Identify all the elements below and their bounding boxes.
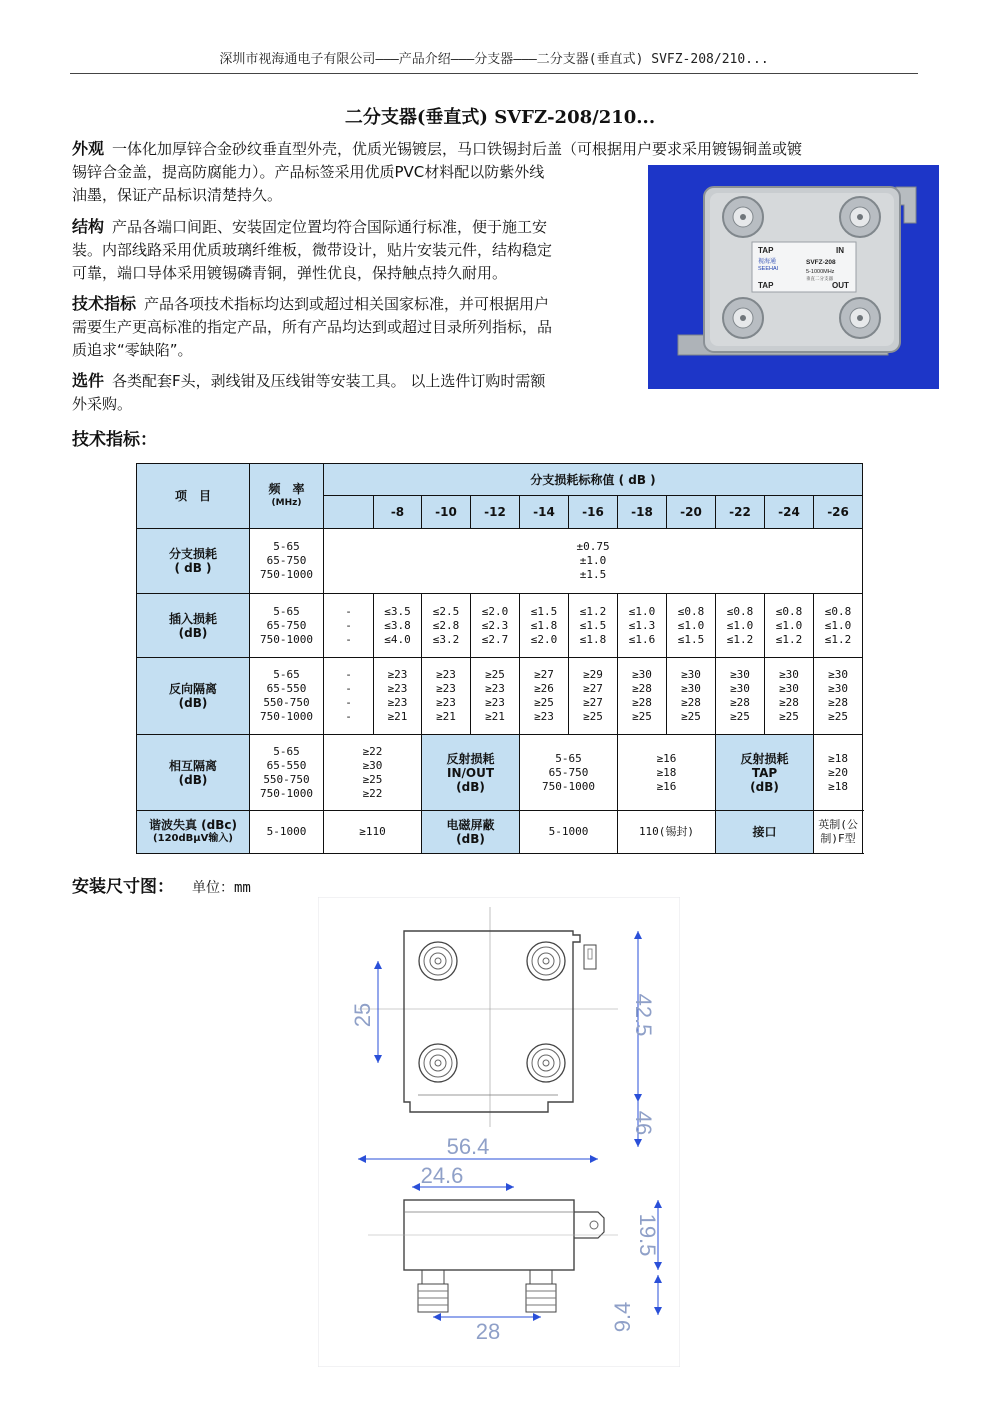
photo-label-tap-2: TAP [758, 281, 774, 290]
reverse-isolation-col [374, 658, 422, 735]
freq-cell: 750-1000 [542, 779, 595, 793]
return-loss-tap-values [814, 735, 863, 811]
value-cell: ≥23 [436, 668, 456, 681]
reverse-isolation-freqs [250, 658, 324, 735]
reverse-isolation-col [569, 658, 618, 735]
group-header: 分支损耗标称值 ( dB ) [324, 464, 863, 496]
value-cell: ≤2.7 [481, 632, 509, 646]
value-cell: ≥30 [779, 682, 799, 695]
insertion-loss-col [667, 594, 716, 658]
insertion-loss-unit: (dB) [178, 625, 208, 640]
structure-paragraph [72, 215, 637, 285]
insertion-loss-col [618, 594, 667, 658]
appearance-line-1: 一体化加厚锌合金砂纹垂直型外壳，优质光锡镀层，马口铁锡封后盖（可根据用户要求采用镀锡铜盖或镀 [112, 140, 803, 158]
photo-label-brand: 视海通 [758, 258, 777, 265]
value-cell: ≤0.8 [677, 604, 705, 618]
value-cell: ≥28 [779, 696, 799, 709]
value-cell: ≤1.0 [726, 618, 754, 632]
value-cell: ≥25 [485, 668, 505, 681]
col-header: -22 [716, 496, 765, 529]
value-cell: ≤1.2 [775, 632, 803, 646]
value-cell: ≥30 [681, 668, 701, 681]
value-cell: ≥23 [485, 696, 505, 709]
dim-19-5: 19.5 [635, 1213, 660, 1257]
dim-46: 46 [631, 1110, 656, 1136]
freq-cell: 65-550 [266, 758, 307, 772]
value-cell: ≥28 [828, 696, 848, 709]
value-cell: ≥22 [362, 786, 383, 800]
col-header: -26 [814, 496, 863, 529]
value-cell: ≤3.5 [384, 604, 411, 618]
freq-cell: 5-65 [273, 540, 300, 553]
photo-label-tap-1: TAP [758, 246, 774, 255]
install-title: 安装尺寸图： [72, 877, 174, 897]
freq-cell: 750-1000 [260, 568, 313, 581]
reverse-isolation-col [765, 658, 814, 735]
dimension-drawing [318, 897, 680, 1367]
value-cell: ≤1.0 [824, 618, 852, 632]
splitter-illustration [648, 165, 939, 389]
mutual-isolation-unit: (dB) [178, 772, 208, 787]
value-cell: ≥23 [436, 696, 456, 709]
tap-loss-freqs [250, 529, 324, 594]
reverse-isolation-col [520, 658, 569, 735]
value-cell: - [345, 604, 352, 618]
value-cell: ≤1.2 [579, 604, 607, 618]
value-cell: ≥25 [730, 710, 750, 723]
freq-header-unit: (MHz) [271, 498, 302, 508]
value-cell: ≤1.3 [628, 618, 656, 632]
port-header: 接口 [716, 811, 814, 854]
value-cell: ≤1.5 [530, 604, 558, 618]
reverse-isolation-col [422, 658, 471, 735]
port-bottom-right [840, 298, 880, 338]
value-cell: ≥23 [436, 682, 456, 695]
insertion-loss-col [374, 594, 422, 658]
dim-28: 28 [475, 1319, 501, 1344]
tap-loss-values [324, 529, 863, 594]
insertion-loss-col [765, 594, 814, 658]
mutual-isolation-values [324, 735, 422, 811]
value-cell: ≤2.3 [481, 618, 509, 632]
freq-cell: 65-750 [548, 765, 589, 779]
value-cell: ≥28 [632, 696, 652, 709]
dim-25: 25 [350, 1002, 375, 1028]
photo-label-freq: 5-1000MHz [806, 269, 835, 275]
insertion-loss-col [520, 594, 569, 658]
value-cell: ≤0.8 [775, 604, 803, 618]
reverse-isolation-col [814, 658, 863, 735]
port-bottom-left [723, 298, 763, 338]
freq-cell: 5-65 [273, 668, 300, 681]
tech-line-2: 需要生产更高标准的指定产品，所有产品均达到或超过目录所列指标，品 [72, 318, 553, 336]
freq-cell: 750-1000 [260, 710, 313, 723]
insertion-loss-label: 插入损耗 [168, 611, 217, 626]
spec-section-title: 技术指标： [72, 430, 157, 450]
value-cell: ≥23 [485, 682, 505, 695]
shield-freq: 5-1000 [520, 811, 618, 854]
value-cell: ≥18 [656, 765, 677, 779]
insertion-loss-col [422, 594, 471, 658]
value-cell: ≥30 [779, 668, 799, 681]
value-cell: ≤3.2 [432, 632, 460, 646]
value-cell: ≥16 [656, 751, 677, 765]
distortion-sub: (120dBμV输入) [153, 833, 233, 844]
mutual-isolation-label: 相互隔离 [168, 758, 217, 773]
port-top-left [723, 197, 763, 237]
value-cell: ≥21 [485, 710, 505, 723]
value-cell: ≥26 [534, 682, 554, 695]
dim-56-4: 56.4 [446, 1134, 490, 1159]
photo-label-in: IN [836, 246, 844, 255]
freq-header-label: 频 率 [268, 482, 305, 496]
value-cell: ≤1.5 [677, 632, 705, 646]
value-cell: ≤0.8 [726, 604, 754, 618]
item-header: 项 目 [137, 464, 250, 529]
freq-cell: 5-65 [555, 751, 582, 765]
col-header-blank [324, 496, 374, 529]
table-row-distortion [137, 811, 863, 854]
distortion-label: 谐波失真 (dBc) [149, 818, 237, 832]
value-cell: ≥21 [387, 710, 408, 723]
value-cell: - [345, 710, 352, 723]
shield-header [422, 811, 520, 854]
value-cell: ≥28 [730, 696, 750, 709]
dim-9-4: 9.4 [610, 1301, 635, 1333]
return-loss-tap-header [716, 735, 814, 811]
insertion-loss-col [814, 594, 863, 658]
distortion-value: ≥110 [324, 811, 422, 854]
value-cell: ≥25 [534, 696, 554, 709]
photo-label-sub: 垂直二分支器 [806, 277, 833, 282]
return-loss-inout-values [618, 735, 716, 811]
value-cell: ≥28 [681, 696, 701, 709]
photo-label-brand-en: SEEHAI [758, 266, 779, 272]
return-loss-inout-freqs [520, 735, 618, 811]
freq-cell: 65-750 [266, 554, 307, 567]
value-cell: ≥18 [828, 779, 848, 793]
insertion-loss-col [569, 594, 618, 658]
value-cell: ≥23 [387, 696, 408, 709]
options-line-2: 外采购。 [72, 395, 133, 413]
value-cell: ≥25 [632, 710, 652, 723]
table-row-insertion-loss [137, 594, 863, 658]
value-cell: ≤2.0 [481, 604, 509, 618]
tech-paragraph [72, 292, 637, 362]
value-cell: ≥27 [534, 668, 554, 681]
value-cell: ≥30 [828, 668, 848, 681]
value-cell: ≤1.0 [628, 604, 656, 618]
row-header-tap-loss [137, 529, 250, 594]
photo-label-out: OUT [832, 281, 849, 290]
reverse-isolation-label: 反向隔离 [168, 682, 217, 696]
reverse-isolation-col [618, 658, 667, 735]
value-cell: ≥30 [632, 668, 652, 681]
value-cell: ≥30 [730, 682, 750, 695]
value-cell: ±1.0 [579, 554, 607, 567]
return-loss-inout-unit: (dB) [456, 779, 485, 794]
dim-24-6: 24.6 [420, 1163, 464, 1188]
value-cell: ≤1.0 [677, 618, 705, 632]
value-cell: ±1.5 [579, 568, 607, 581]
table-row-reverse-isolation [137, 658, 863, 735]
return-loss-tap-label: 反射损耗 [740, 751, 789, 766]
value-cell: ≤0.8 [824, 604, 852, 618]
options-paragraph [72, 369, 637, 416]
col-header: -12 [471, 496, 520, 529]
value-cell: - [345, 618, 352, 632]
value-cell: ≥23 [387, 668, 408, 681]
breadcrumb: 深圳市视海通电子有限公司———产品介绍———分支器———二分支器(垂直式) SVFZ-208/210... [70, 48, 918, 74]
port-top-right [840, 197, 880, 237]
col-header: -20 [667, 496, 716, 529]
value-cell: ≥25 [828, 710, 848, 723]
tech-label: 技术指标 [72, 294, 137, 313]
options-line-1: 各类配套F头，剥线钳及压线钳等安装工具。 以上选件订购时需额 [112, 372, 546, 390]
value-cell: ≤3.8 [384, 618, 411, 632]
return-loss-inout-label: 反射损耗 [446, 751, 495, 766]
value-cell: ≤1.0 [775, 618, 803, 632]
col-header: -18 [618, 496, 667, 529]
value-cell: ≥21 [436, 710, 456, 723]
value-cell: ≥23 [387, 682, 408, 695]
value-cell: ≤1.6 [628, 632, 656, 646]
tap-loss-unit: ( dB ) [174, 561, 212, 575]
structure-line-3: 可靠，端口导体采用镀锡磷青铜，弹性优良，保持触点持久耐用。 [72, 264, 508, 282]
appearance-label: 外观 [72, 139, 105, 158]
value-cell: - [345, 632, 352, 646]
row-header-mutual-isolation [137, 735, 250, 811]
structure-line-1: 产品各端口间距、安装固定位置均符合国际通行标准，便于施工安 [112, 218, 548, 236]
value-cell: ±0.75 [576, 540, 610, 553]
options-label: 选件 [72, 371, 105, 390]
value-cell: ≤2.0 [530, 632, 558, 646]
row-header-distortion [137, 811, 250, 854]
distortion-freq: 5-1000 [250, 811, 324, 854]
insertion-loss-first [324, 594, 374, 658]
insertion-loss-col [471, 594, 520, 658]
page-title: 二分支器(垂直式) SVFZ-208/210... [344, 107, 656, 128]
value-cell: - [345, 668, 352, 681]
tech-line-1: 产品各项技术指标均达到或超过相关国家标准，并可根据用户 [144, 295, 550, 313]
value-cell: - [345, 696, 352, 709]
insertion-loss-freqs [250, 594, 324, 658]
structure-label: 结构 [72, 217, 105, 236]
col-header: -14 [520, 496, 569, 529]
insertion-loss-col [716, 594, 765, 658]
port-value: 英制(公制)F型 [814, 811, 863, 854]
table-row-mutual-isolation [137, 735, 863, 811]
value-cell: ≥25 [583, 710, 603, 723]
value-cell: ≤1.2 [824, 632, 852, 646]
value-cell: ≥30 [362, 758, 383, 772]
value-cell: ≥16 [656, 779, 677, 793]
tech-line-3: 质追求“零缺陷”。 [72, 341, 193, 359]
freq-cell: 750-1000 [260, 632, 313, 646]
value-cell: ≥30 [681, 682, 701, 695]
freq-cell: 750-1000 [260, 786, 313, 800]
value-cell: ≤2.5 [432, 604, 460, 618]
install-section-title [72, 872, 251, 897]
reverse-isolation-col [716, 658, 765, 735]
value-cell: ≥18 [828, 751, 848, 765]
row-header-reverse-isolation [137, 658, 250, 735]
installation-drawing [318, 897, 680, 1367]
value-cell: ≥30 [828, 682, 848, 695]
reverse-isolation-col [471, 658, 520, 735]
photo-label-model: SVFZ-208 [806, 259, 836, 266]
col-header: -16 [569, 496, 618, 529]
value-cell: ≥30 [730, 668, 750, 681]
dim-42-5: 42.5 [631, 993, 656, 1037]
value-cell: ≤1.8 [579, 632, 607, 646]
value-cell: ≥28 [632, 682, 652, 695]
value-cell: ≥20 [828, 765, 848, 779]
freq-cell: 550-750 [263, 696, 310, 709]
product-photo [648, 165, 939, 389]
value-cell: ≥25 [362, 772, 383, 786]
freq-cell: 65-550 [266, 682, 307, 695]
appearance-line-2: 锡锌合金盖，提高防腐能力）。产品标签采用优质PVC材料配以防紫外线 [72, 163, 545, 181]
value-cell: ≥27 [583, 696, 603, 709]
return-loss-inout-header [422, 735, 520, 811]
return-loss-tap-unit: (dB) [750, 779, 779, 794]
value-cell: ≥23 [534, 710, 554, 723]
freq-cell: 5-65 [273, 604, 300, 618]
value-cell: ≥25 [681, 710, 701, 723]
appearance-line-3: 油墨，保证产品标识清楚持久。 [72, 186, 283, 204]
shield-label: 电磁屏蔽 [446, 818, 495, 832]
spec-table [136, 463, 863, 854]
shield-unit: (dB) [456, 832, 485, 846]
row-header-insertion-loss [137, 594, 250, 658]
freq-header [250, 464, 324, 529]
reverse-isolation-first [324, 658, 374, 735]
value-cell: ≥22 [362, 744, 383, 758]
value-cell: ≤1.2 [726, 632, 754, 646]
value-cell: ≤4.0 [384, 632, 411, 646]
shield-value: 110(锡封) [618, 811, 716, 854]
reverse-isolation-unit: (dB) [178, 696, 208, 710]
freq-cell: 65-750 [266, 618, 307, 632]
value-cell: ≤2.8 [432, 618, 460, 632]
mutual-isolation-freqs [250, 735, 324, 811]
tap-loss-label: 分支损耗 [168, 547, 217, 561]
freq-cell: 5-65 [273, 744, 300, 758]
value-cell: ≥29 [583, 668, 603, 681]
install-unit: 单位：mm [192, 880, 251, 896]
return-loss-inout-sub: IN/OUT [446, 765, 495, 780]
value-cell: ≤1.5 [579, 618, 607, 632]
return-loss-tap-sub: TAP [751, 765, 778, 780]
freq-cell: 550-750 [263, 772, 310, 786]
structure-line-2: 装。内部线路采用优质玻璃纤维板，微带设计，贴片安装元件，结构稳定 [72, 241, 553, 259]
table-row-tap-loss [137, 529, 863, 594]
value-cell: ≥25 [779, 710, 799, 723]
col-header: -8 [374, 496, 422, 529]
value-cell: - [345, 682, 352, 695]
value-cell: ≥27 [583, 682, 603, 695]
value-cell: ≤1.8 [530, 618, 558, 632]
col-header: -24 [765, 496, 814, 529]
col-header: -10 [422, 496, 471, 529]
reverse-isolation-col [667, 658, 716, 735]
